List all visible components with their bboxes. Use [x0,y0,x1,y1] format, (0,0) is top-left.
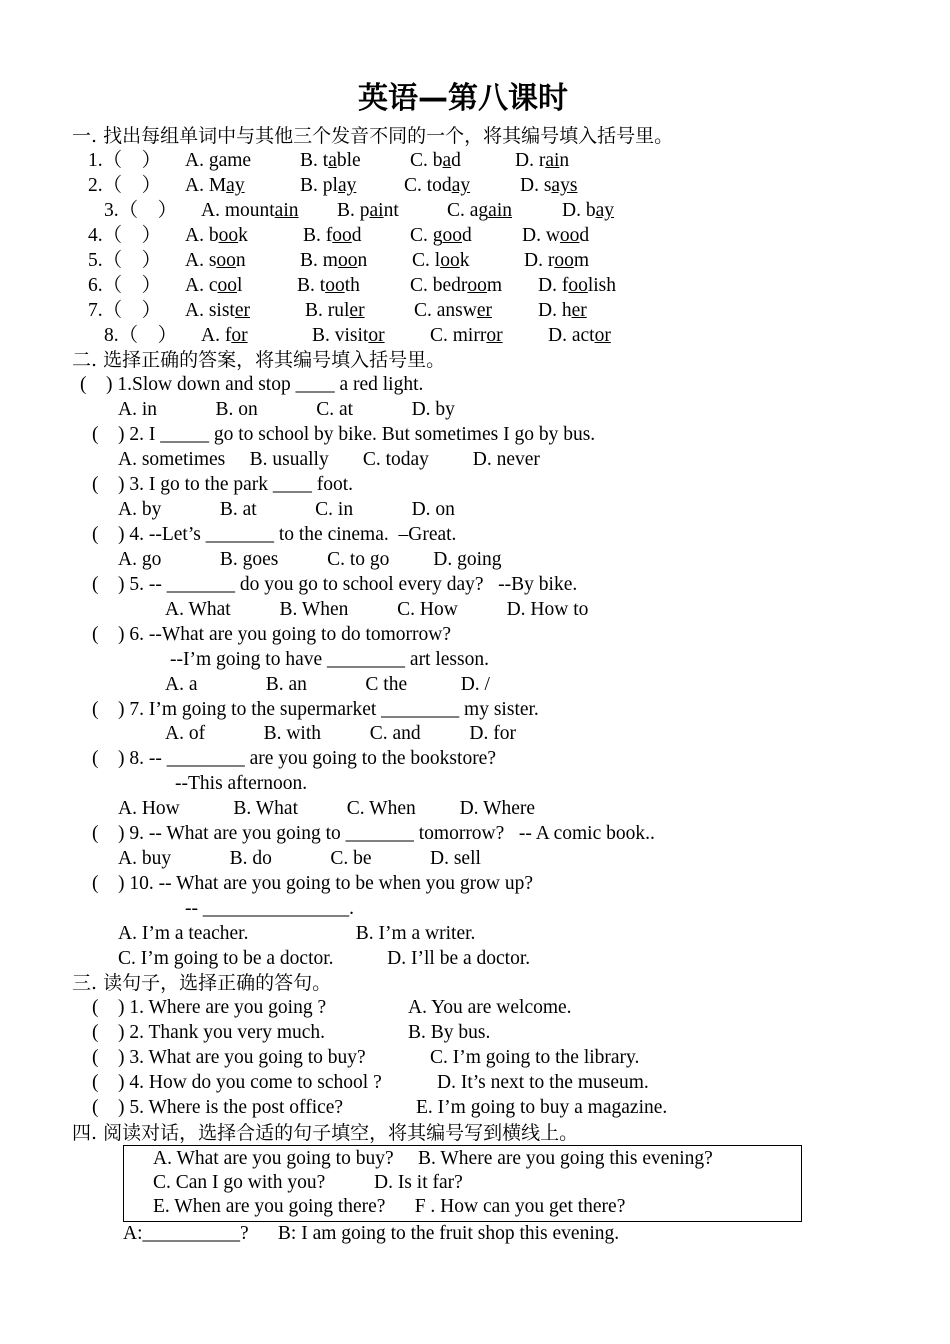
match-answer: B. By bus. [408,1022,491,1043]
phonics-option: C. look [412,250,470,271]
section3-heading: 三. 读句子，选择正确的答句。 [72,972,332,994]
phonics-option: C. today [404,175,471,196]
match-question: ( ) 2. Thank you very much. [92,1022,326,1043]
page-title: 英语—第八课时 [358,81,568,116]
question-line: ( ) 7. I’m going to the supermarket ________ my sister. [92,699,539,720]
phonics-option: D. bay [562,200,614,221]
phonics-option: B. visitor [312,325,385,346]
answer-options-line: A. in B. on C. at D. by [118,399,455,420]
phonics-item-number: 1.（ ） [88,150,162,171]
question-line: ( ) 10. -- What are you going to be when you grow up? [92,873,533,894]
answer-options-line: C. I’m going to be a doctor. D. I’ll be a doctor. [118,948,531,969]
answer-options-line: A. by B. at C. in D. on [118,499,455,520]
answer-options-line: A. buy B. do C. be D. sell [118,848,481,869]
question-line: ( ) 2. I _____ go to school by bike. But sometimes I go by bus. [92,424,596,445]
phonics-option: A. book [185,225,248,246]
question-line: ( ) 5. -- _______ do you go to school every day? --By bike. [92,574,578,595]
phonics-item-number: 5.（ ） [88,250,162,271]
phonics-item-number: 3.（ ） [104,200,178,221]
answer-options-line: A. I’m a teacher. B. I’m a writer. [118,923,476,944]
match-answer: C. I’m going to the library. [430,1047,640,1068]
dialog-line: A:__________? B: I am going to the fruit shop this evening. [123,1223,620,1244]
question-line: ( ) 3. I go to the park ____ foot. [92,474,354,495]
answer-options-line: A. of B. with C. and D. for [165,723,516,744]
answer-options-line: A. What B. When C. How D. How to [165,599,589,620]
phonics-option: D. wood [522,225,590,246]
question-line: ( ) 1.Slow down and stop ____ a red light. [80,374,424,395]
match-answer: A. You are welcome. [408,997,572,1018]
answer-options-line: --This afternoon. [175,773,308,794]
answer-options-line: A. a B. an C the D. / [165,674,490,695]
answer-options-line: A. go B. goes C. to go D. going [118,549,502,570]
phonics-option: A. soon [185,250,246,271]
question-line: ( ) 4. --Let’s _______ to the cinema. –Great. [92,524,457,545]
phonics-option: C. mirror [430,325,503,346]
question-line: ( ) 8. -- ________ are you going to the bookstore? [92,748,496,769]
phonics-option: C. answer [414,300,492,321]
phonics-option: D. foolish [538,275,617,296]
phonics-option: D. says [520,175,578,196]
phonics-option: C. bad [410,150,461,171]
phonics-item-number: 8.（ ） [104,325,178,346]
match-question: ( ) 4. How do you come to school ? [92,1072,382,1093]
phonics-option: C. bedroom [410,275,503,296]
section4-heading: 四. 阅读对话，选择合适的句子填空，将其编号写到横线上。 [72,1122,579,1144]
phonics-item-number: 2.（ ） [88,175,162,196]
phonics-item-number: 7.（ ） [88,300,162,321]
phonics-option: B. moon [300,250,368,271]
question-line: ( ) 9. -- What are you going to _______ tomorrow? -- A comic book.. [92,823,655,844]
box-line-2: C. Can I go with you? D. Is it far? [153,1172,463,1193]
section2-heading: 二. 选择正确的答案，将其编号填入括号里。 [72,349,446,371]
phonics-option: B. play [300,175,357,196]
phonics-option: A. for [201,325,248,346]
phonics-option: B. table [300,150,361,171]
phonics-item-number: 6.（ ） [88,275,162,296]
answer-options-line: --I’m going to have ________ art lesson. [170,649,489,670]
match-answer: E. I’m going to buy a magazine. [416,1097,668,1118]
phonics-option: B. ruler [305,300,365,321]
match-question: ( ) 5. Where is the post office? [92,1097,344,1118]
phonics-option: D. actor [548,325,611,346]
answer-options-line: A. How B. What C. When D. Where [118,798,536,819]
section1-heading: 一. 找出每组单词中与其他三个发音不同的一个，将其编号填入括号里。 [72,125,674,147]
answer-options-line: A. sometimes B. usually C. today D. never [118,449,540,470]
phonics-option: B. food [303,225,362,246]
phonics-option: A. sister [185,300,251,321]
match-answer: D. It’s next to the museum. [437,1072,649,1093]
phonics-option: A. game [185,150,252,171]
phonics-option: D. rain [515,150,570,171]
phonics-option: D. her [538,300,587,321]
phonics-option: B. tooth [297,275,360,296]
phonics-option: A. May [185,175,245,196]
answer-options-line: -- _______________. [185,898,354,919]
phonics-option: D. room [524,250,589,271]
phonics-option: A. cool [185,275,243,296]
question-line: ( ) 6. --What are you going to do tomorrow? [92,624,452,645]
phonics-item-number: 4.（ ） [88,225,162,246]
match-question: ( ) 3. What are you going to buy? [92,1047,366,1068]
phonics-option: B. paint [337,200,399,221]
phonics-option: C. good [410,225,472,246]
phonics-option: C. again [447,200,512,221]
box-line-1: A. What are you going to buy? B. Where are you going this evening? [153,1148,713,1169]
phonics-option: A. mountain [201,200,299,221]
match-question: ( ) 1. Where are you going ? [92,997,327,1018]
box-line-3: E. When are you going there? F . How can you get there? [153,1196,626,1217]
